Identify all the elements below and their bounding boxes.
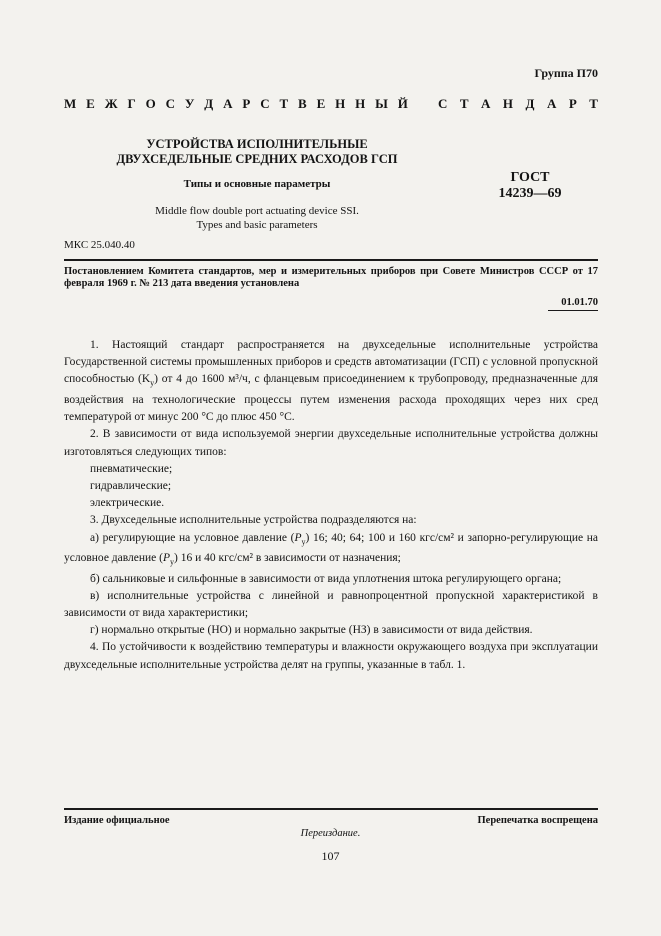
english-title-line-2: Types and basic parameters	[196, 219, 318, 231]
decree-statement: Постановлением Комитета стандартов, мер и измерительных приборов при Совете Министров СССР от 17 февраля 1969 г. № 213 дата введения установлена	[64, 266, 598, 289]
header-letter: Н	[335, 96, 346, 111]
header-letter: Р	[242, 96, 251, 111]
list-item-hydraulic: гидравлические;	[90, 479, 172, 492]
header-letter: Т	[589, 96, 598, 111]
gost-designation	[470, 170, 590, 202]
paragraph-1: 1. Настоящий стандарт распространяется на двухседельные исполнительные устройства Государственной системы промышленных приборов и средств автоматизации (ГСП) с условной пропускной способностью $(K_у)$ от 4 до 1600 м³/ч, с фланцевым присоединением к трубопроводу, предназначенные для воздействия на технологические процессы путем изменения расхода проходящих через них сред температурой от минус 200 °С до плюс 450 °С.	[64, 339, 598, 424]
official-edition-note: Издание официальное	[64, 815, 170, 826]
list-item-electric: электрические.	[90, 497, 165, 510]
header-letter: С	[438, 96, 448, 111]
list-item-pneumatic: пневматические;	[90, 462, 173, 475]
top-divider	[64, 259, 598, 261]
header-letter: Й	[397, 96, 408, 111]
english-title-line-1: Middle flow double port actuating device SSI.	[155, 205, 359, 217]
header-letter: А	[481, 96, 491, 111]
bottom-divider	[64, 808, 598, 810]
document-title	[64, 137, 450, 167]
header-letter: С	[260, 96, 270, 111]
title-line-2: ДВУХСЕДЕЛЬНЫЕ СРЕДНИХ РАСХОДОВ ГСП	[116, 152, 398, 166]
body-text	[64, 337, 598, 674]
header-letter: Е	[316, 96, 326, 111]
title-line-1: УСТРОЙСТВА ИСПОЛНИТЕЛЬНЫЕ	[146, 137, 368, 151]
header-letter: Г	[127, 96, 136, 111]
paragraph-4: 4. По устойчивости к воздействию температуры и влажности окружающего воздуха при эксплуатации двухседельные исполнительные устройства делят на группы, указанные в табл. 1.	[64, 641, 598, 671]
header-letter: Р	[568, 96, 577, 111]
header-letter: М	[64, 96, 77, 111]
paragraph-3c: в) исполнительные устройства с линейной и равнопроцентной пропускной характеристикой в зависимости от вида характеристики;	[64, 589, 598, 619]
standard-header-standard	[438, 96, 598, 112]
page-number: 107	[321, 849, 340, 863]
effective-date: 01.01.70	[561, 297, 598, 308]
header-letter: О	[145, 96, 156, 111]
header-letter: У	[184, 96, 195, 111]
mks-code: МКС 25.040.40	[64, 239, 135, 251]
header-letter: А	[546, 96, 557, 111]
gost-label: ГОСТ	[510, 170, 550, 185]
header-letter: А	[223, 96, 233, 111]
header-letter: Д	[525, 96, 535, 111]
header-letter: Ж	[104, 96, 118, 111]
reissue-note: Переиздание.	[300, 828, 361, 839]
header-letter: Е	[86, 96, 95, 111]
header-letter: Т	[279, 96, 289, 111]
header-letter: Н	[355, 96, 366, 111]
standard-header	[64, 96, 598, 112]
gost-number: 14239—69	[498, 186, 562, 201]
effective-date-underline	[548, 310, 598, 311]
standard-header-interstate	[64, 96, 408, 112]
header-letter: В	[298, 96, 307, 111]
group-code: Группа П70	[534, 66, 598, 80]
paragraph-2: 2. В зависимости от вида используемой энергии двухседельные исполнительные устройства должны изготовляться следующих типов:	[64, 428, 598, 458]
header-letter: Н	[502, 96, 514, 111]
paragraph-3d: г) нормально открытые (НО) и нормально закрытые (НЗ) в зависимости от вида действия.	[90, 624, 533, 637]
document-subtitle: Типы и основные параметры	[183, 178, 331, 190]
header-letter: С	[165, 96, 175, 111]
reprint-prohibited-note: Перепечатка воспрещена	[477, 815, 598, 826]
subscript-y: у	[150, 378, 155, 388]
header-letter: Ы	[375, 96, 388, 111]
english-title	[64, 204, 450, 232]
header-letter: Д	[204, 96, 214, 111]
paragraph-3: 3. Двухседельные исполнительные устройства подразделяются на:	[90, 514, 417, 527]
header-letter: Т	[459, 96, 469, 111]
paragraph-3b: б) сальниковые и сильфонные в зависимости от вида уплотнения штока регулирующего органа;	[90, 572, 562, 585]
paragraph-3a: а) регулирующие на условное давление $(P_у)$ 16; 40; 64; 100 и 160 кгс/см² и запорно-регулирующие на условное давление $(P_у)$ 16 и 40 кгс/см² в зависимости от назначения;	[64, 531, 598, 567]
